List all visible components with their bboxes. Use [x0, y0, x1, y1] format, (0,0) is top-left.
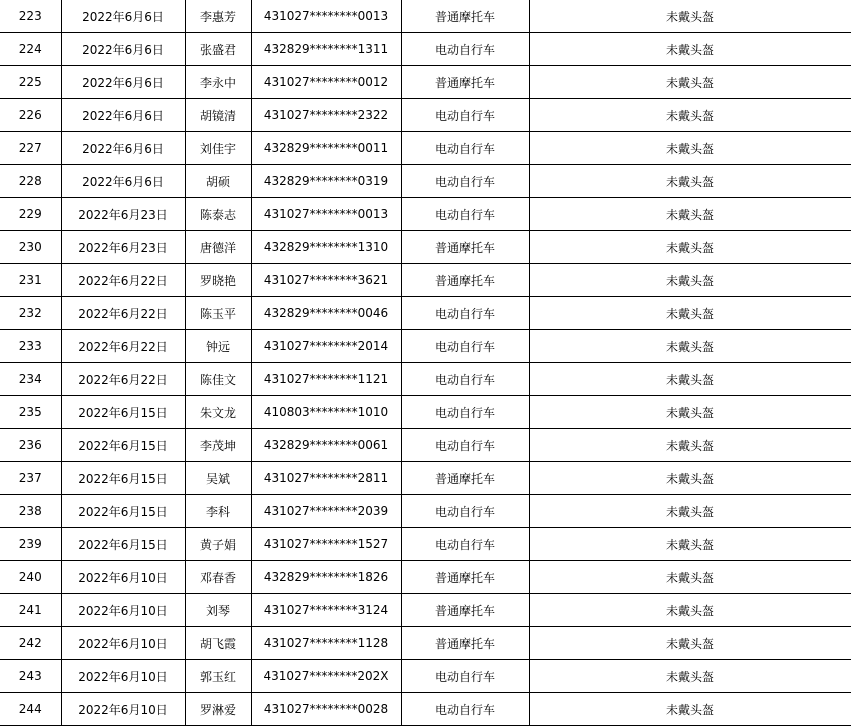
violation-cell: 未戴头盔: [529, 462, 851, 495]
date-cell: 2022年6月6日: [61, 0, 185, 33]
vehicle-type-cell: 电动自行车: [401, 165, 529, 198]
row-number-cell: 242: [0, 627, 61, 660]
date-cell: 2022年6月15日: [61, 462, 185, 495]
date-cell: 2022年6月10日: [61, 627, 185, 660]
table-row: [0, 528, 851, 561]
vehicle-type-cell: 电动自行车: [401, 33, 529, 66]
name-cell: 李永中: [185, 66, 251, 99]
violation-cell: 未戴头盔: [529, 660, 851, 693]
violation-cell: 未戴头盔: [529, 66, 851, 99]
row-number-cell: 230: [0, 231, 61, 264]
table-row: [0, 165, 851, 198]
table-row: [0, 66, 851, 99]
violation-cell: 未戴头盔: [529, 693, 851, 726]
id-number-cell: 432829********0011: [251, 132, 401, 165]
id-number-cell: 431027********0013: [251, 198, 401, 231]
vehicle-type-cell: 普通摩托车: [401, 462, 529, 495]
violation-cell: 未戴头盔: [529, 0, 851, 33]
id-number-cell: 432829********0319: [251, 165, 401, 198]
table-row: [0, 429, 851, 462]
row-number-cell: 227: [0, 132, 61, 165]
row-number-cell: 225: [0, 66, 61, 99]
row-number-cell: 223: [0, 0, 61, 33]
table-row: [0, 99, 851, 132]
name-cell: 刘佳宇: [185, 132, 251, 165]
date-cell: 2022年6月23日: [61, 198, 185, 231]
table-row: [0, 231, 851, 264]
name-cell: 李科: [185, 495, 251, 528]
row-number-cell: 241: [0, 594, 61, 627]
violation-cell: 未戴头盔: [529, 330, 851, 363]
name-cell: 钟远: [185, 330, 251, 363]
vehicle-type-cell: 电动自行车: [401, 660, 529, 693]
date-cell: 2022年6月22日: [61, 264, 185, 297]
date-cell: 2022年6月10日: [61, 594, 185, 627]
id-number-cell: 431027********1121: [251, 363, 401, 396]
id-number-cell: 431027********202X: [251, 660, 401, 693]
id-number-cell: 431027********2014: [251, 330, 401, 363]
date-cell: 2022年6月10日: [61, 561, 185, 594]
name-cell: 胡硕: [185, 165, 251, 198]
violation-cell: 未戴头盔: [529, 561, 851, 594]
date-cell: 2022年6月6日: [61, 66, 185, 99]
name-cell: 罗淋爱: [185, 693, 251, 726]
name-cell: 罗晓艳: [185, 264, 251, 297]
id-number-cell: 431027********2039: [251, 495, 401, 528]
date-cell: 2022年6月22日: [61, 363, 185, 396]
vehicle-type-cell: 电动自行车: [401, 429, 529, 462]
name-cell: 胡镜清: [185, 99, 251, 132]
vehicle-type-cell: 普通摩托车: [401, 627, 529, 660]
date-cell: 2022年6月10日: [61, 660, 185, 693]
id-number-cell: 431027********3124: [251, 594, 401, 627]
vehicle-type-cell: 普通摩托车: [401, 594, 529, 627]
row-number-cell: 239: [0, 528, 61, 561]
vehicle-type-cell: 电动自行车: [401, 693, 529, 726]
name-cell: 吴斌: [185, 462, 251, 495]
row-number-cell: 240: [0, 561, 61, 594]
table-row: [0, 627, 851, 660]
vehicle-type-cell: 电动自行车: [401, 495, 529, 528]
table-row: [0, 462, 851, 495]
vehicle-type-cell: 电动自行车: [401, 99, 529, 132]
row-number-cell: 236: [0, 429, 61, 462]
id-number-cell: 431027********2811: [251, 462, 401, 495]
vehicle-type-cell: 电动自行车: [401, 528, 529, 561]
row-number-cell: 243: [0, 660, 61, 693]
table-row: [0, 561, 851, 594]
vehicle-type-cell: 电动自行车: [401, 363, 529, 396]
name-cell: 张盛君: [185, 33, 251, 66]
violation-cell: 未戴头盔: [529, 297, 851, 330]
vehicle-type-cell: 普通摩托车: [401, 66, 529, 99]
table-row: [0, 495, 851, 528]
id-number-cell: 431027********0012: [251, 66, 401, 99]
violation-cell: 未戴头盔: [529, 198, 851, 231]
name-cell: 黄子娟: [185, 528, 251, 561]
row-number-cell: 237: [0, 462, 61, 495]
date-cell: 2022年6月22日: [61, 330, 185, 363]
vehicle-type-cell: 普通摩托车: [401, 264, 529, 297]
name-cell: 朱文龙: [185, 396, 251, 429]
vehicle-type-cell: 普通摩托车: [401, 561, 529, 594]
violation-cell: 未戴头盔: [529, 495, 851, 528]
id-number-cell: 431027********0028: [251, 693, 401, 726]
id-number-cell: 432829********1826: [251, 561, 401, 594]
id-number-cell: 431027********1527: [251, 528, 401, 561]
violation-cell: 未戴头盔: [529, 627, 851, 660]
row-number-cell: 228: [0, 165, 61, 198]
table-row: [0, 594, 851, 627]
table-row: [0, 660, 851, 693]
date-cell: 2022年6月6日: [61, 165, 185, 198]
row-number-cell: 224: [0, 33, 61, 66]
row-number-cell: 229: [0, 198, 61, 231]
name-cell: 李茂坤: [185, 429, 251, 462]
violation-cell: 未戴头盔: [529, 165, 851, 198]
date-cell: 2022年6月15日: [61, 495, 185, 528]
row-number-cell: 231: [0, 264, 61, 297]
date-cell: 2022年6月6日: [61, 132, 185, 165]
date-cell: 2022年6月15日: [61, 429, 185, 462]
violation-cell: 未戴头盔: [529, 363, 851, 396]
row-number-cell: 244: [0, 693, 61, 726]
table-row: [0, 132, 851, 165]
table-row: [0, 297, 851, 330]
violation-cell: 未戴头盔: [529, 396, 851, 429]
name-cell: 李惠芳: [185, 0, 251, 33]
name-cell: 唐德洋: [185, 231, 251, 264]
violation-cell: 未戴头盔: [529, 264, 851, 297]
row-number-cell: 235: [0, 396, 61, 429]
table-row: [0, 330, 851, 363]
violation-cell: 未戴头盔: [529, 528, 851, 561]
row-number-cell: 234: [0, 363, 61, 396]
id-number-cell: 431027********1128: [251, 627, 401, 660]
id-number-cell: 431027********2322: [251, 99, 401, 132]
name-cell: 郭玉红: [185, 660, 251, 693]
violation-cell: 未戴头盔: [529, 132, 851, 165]
date-cell: 2022年6月22日: [61, 297, 185, 330]
violation-cell: 未戴头盔: [529, 33, 851, 66]
vehicle-type-cell: 电动自行车: [401, 330, 529, 363]
name-cell: 胡飞霞: [185, 627, 251, 660]
vehicle-type-cell: 电动自行车: [401, 132, 529, 165]
id-number-cell: 432829********1311: [251, 33, 401, 66]
violation-cell: 未戴头盔: [529, 99, 851, 132]
violation-cell: 未戴头盔: [529, 429, 851, 462]
date-cell: 2022年6月15日: [61, 528, 185, 561]
id-number-cell: 432829********1310: [251, 231, 401, 264]
date-cell: 2022年6月10日: [61, 693, 185, 726]
table-row: [0, 0, 851, 33]
vehicle-type-cell: 电动自行车: [401, 396, 529, 429]
vehicle-type-cell: 电动自行车: [401, 297, 529, 330]
name-cell: 陈玉平: [185, 297, 251, 330]
row-number-cell: 233: [0, 330, 61, 363]
id-number-cell: 432829********0061: [251, 429, 401, 462]
table-row: [0, 693, 851, 726]
table-row: [0, 264, 851, 297]
vehicle-type-cell: 普通摩托车: [401, 231, 529, 264]
violation-cell: 未戴头盔: [529, 594, 851, 627]
table-row: [0, 198, 851, 231]
row-number-cell: 226: [0, 99, 61, 132]
date-cell: 2022年6月23日: [61, 231, 185, 264]
id-number-cell: 432829********0046: [251, 297, 401, 330]
name-cell: 刘琴: [185, 594, 251, 627]
name-cell: 陈佳文: [185, 363, 251, 396]
id-number-cell: 431027********0013: [251, 0, 401, 33]
vehicle-type-cell: 普通摩托车: [401, 0, 529, 33]
violation-cell: 未戴头盔: [529, 231, 851, 264]
id-number-cell: 410803********1010: [251, 396, 401, 429]
name-cell: 陈泰志: [185, 198, 251, 231]
table-row: [0, 396, 851, 429]
row-number-cell: 238: [0, 495, 61, 528]
table-row: [0, 33, 851, 66]
vehicle-type-cell: 电动自行车: [401, 198, 529, 231]
id-number-cell: 431027********3621: [251, 264, 401, 297]
row-number-cell: 232: [0, 297, 61, 330]
name-cell: 邓春香: [185, 561, 251, 594]
table-row: [0, 363, 851, 396]
date-cell: 2022年6月6日: [61, 33, 185, 66]
date-cell: 2022年6月15日: [61, 396, 185, 429]
date-cell: 2022年6月6日: [61, 99, 185, 132]
